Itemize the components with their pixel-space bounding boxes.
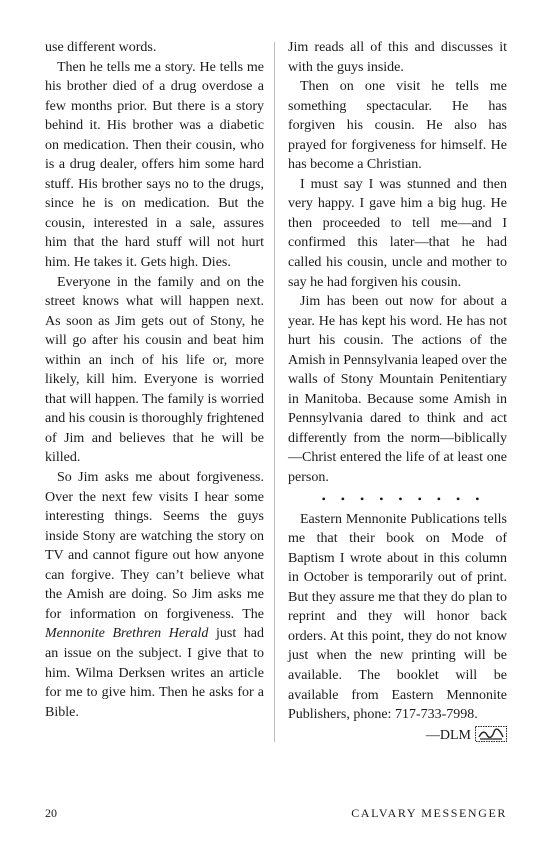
- paragraph: I must say I was stunned and then very happy. I gave him a big hug. He then proceeded to tell me—and I confirmed this later—that he had called his cousin, uncle and mother to say he had forgiven his cousin.: [288, 176, 507, 290]
- page-footer: [45, 806, 507, 824]
- page-number: 20: [45, 806, 57, 820]
- paragraph: Jim reads all of this and discusses it with the guys inside.: [288, 40, 507, 75]
- paragraph: [45, 468, 264, 722]
- column-divider: [274, 42, 275, 742]
- publication-title: Mennonite Brethren Herald: [45, 626, 209, 642]
- end-mark-icon: [475, 726, 507, 742]
- paragraph: Then on one visit he tells me something spectacular. He has forgiven his cousin. He also has prayed for forgiveness for himself. He has become a Christian.: [288, 79, 507, 173]
- paragraph-text: So Jim asks me about forgiveness. Over the next few visits I hear some interesting things. Seems the guys inside Stony are watching the story on TV and cannot figure out how anyone can forgive. They can’t believe what the Amish are doing. So Jim asks me for information on forgiveness. The: [45, 470, 264, 622]
- paragraph: Everyone in the family and on the street knows what will happen next. As soon as Jim gets out of Stony, he will go after his cousin and beat him within an inch of his life or, more likely, kill him. Everyone is worried that will happen. The family is worried and his cousin is thoroughly frightened of Jim and believes that he will be killed.: [45, 274, 264, 466]
- running-title: CALVARY MESSENGER: [351, 806, 507, 820]
- author-signature: —DLM: [425, 727, 471, 743]
- paragraph: use different words.: [45, 40, 157, 55]
- paragraph: Jim has been out now for about a year. He has kept his word. He has not hurt his cousin. The actions of the Amish in Pennsylvania leaped over the walls of Stony Mountain Penitentiary in Manitoba. Because some Amish in Pennsylvania dared to think and act differently from the norm—biblically—Christ entered the life of at least one person.: [288, 294, 507, 486]
- right-column: [288, 38, 507, 747]
- note-paragraph: Eastern Mennonite Publications tells me that their book on Mode of Baptism I wrote about in this column in October is temporarily out of print. But they assure me that they do plan to reprint and they will honor back orders. At this point, they do not know just when the new printing will be available. The booklet will be available from Eastern Mennonite Publishers, phone: 717-733-7998.: [288, 511, 507, 723]
- section-separator: • • • • • • • • •: [321, 491, 486, 506]
- paragraph-text: just had an issue on the subject. I give that to him. Wilma Derksen writes an article for me to give him. Then he asks for a Bible.: [45, 626, 264, 720]
- left-column: [45, 38, 264, 722]
- signature-line: [288, 725, 507, 747]
- paragraph: Then he tells me a story. He tells me his brother died of a drug overdose a few months prior. But there is a story behind it. His brother was a diabetic on medication. Then their cousin, who is a drug dealer, offers him some hard stuff. His brother says no to the drugs, since he is on medication. But the cousin, interested in a sale, assures him that the hard stuff will not hurt him. He takes it. Gets high. Dies.: [45, 59, 264, 271]
